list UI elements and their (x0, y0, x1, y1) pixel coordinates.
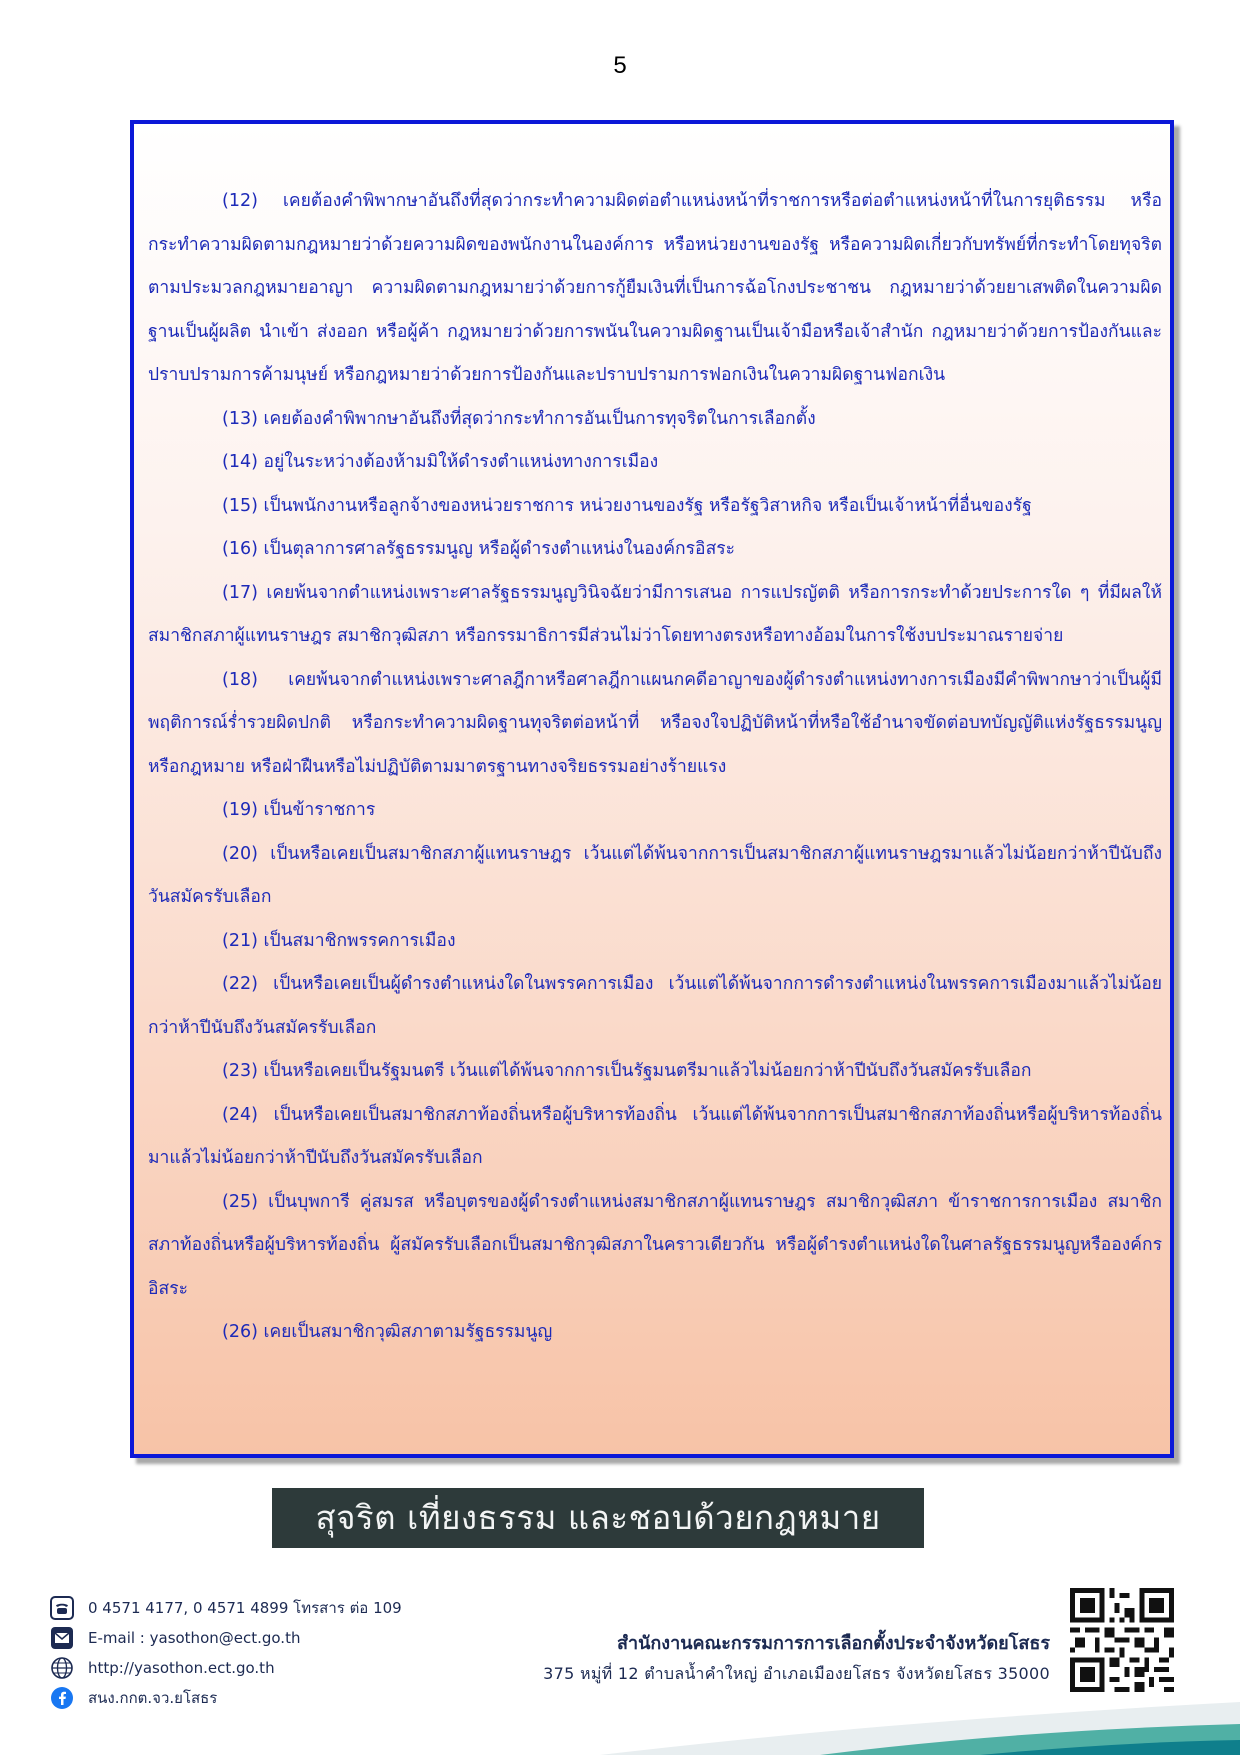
phone-contact (50, 1596, 402, 1620)
body-text (148, 180, 1162, 1355)
email-text[interactable]: E-mail : yasothon@ect.go.th (88, 1629, 301, 1647)
paragraph-item: (19) เป็นข้าราชการ (222, 800, 376, 820)
slogan-banner: สุจริต เที่ยงธรรม และชอบด้วยกฎหมาย (272, 1488, 924, 1548)
paragraph-item: (25) เป็นบุพการี คู่สมรส หรือบุตรของผู้ดำรงตำแหน่งสมาชิกสภาผู้แทนราษฎร สมาชิกวุฒิสภา ข้าราชการการเมือง สมาชิกสภาท้องถิ่นหรือผู้บริหารท้องถิ่น ผู้สมัครรับเลือกเป็นสมาชิกวุฒิสภาในคราวเดียวกัน หรือผู้ดำรงตำแหน่งใดในศาลรัฐธรรมนูญหรือองค์กรอิสระ (148, 1191, 1162, 1299)
qr-code (1070, 1588, 1174, 1692)
paragraph-item: (17) เคยพ้นจากตำแหน่งเพราะศาลรัฐธรรมนูญวินิจฉัยว่ามีการเสนอ การแปรญัตติ หรือการกระทำด้วยประการใด ๆ ที่มีผลให้สมาชิกสภาผู้แทนราษฎร สมาชิกวุฒิสภา หรือกรรมาธิการมีส่วนไม่ว่าโดยทางตรงหรือทางอ้อมในการใช้งบประมาณรายจ่าย (148, 582, 1162, 646)
paragraph-item: (20) เป็นหรือเคยเป็นสมาชิกสภาผู้แทนราษฎร เว้นแต่ได้พ้นจากการเป็นสมาชิกสภาผู้แทนราษฎรมาแล้วไม่น้อยกว่าห้าปีนับถึงวันสมัครรับเลือก (148, 843, 1162, 907)
website-text[interactable]: http://yasothon.ect.go.th (88, 1659, 275, 1677)
paragraph-item: (18) เคยพ้นจากตำแหน่งเพราะศาลฎีกาหรือศาลฎีกาแผนกคดีอาญาของผู้ดำรงตำแหน่งทางการเมืองมีคำพิพากษาว่าเป็นผู้มีพฤติการณ์ร่ำรวยผิดปกติ หรือกระทำความผิดฐานทุจริตต่อหน้าที่ หรือจงใจปฏิบัติหน้าที่หรือใช้อำนาจขัดต่อบทบัญญัติแห่งรัฐธรรมนูญหรือกฎหมาย หรือฝ่าฝืนหรือไม่ปฏิบัติตามมาตรฐานทางจริยธรรมอย่างร้ายแรง (148, 669, 1162, 777)
page-number: 5 (613, 52, 627, 79)
globe-icon (50, 1656, 74, 1680)
paragraph-item: (22) เป็นหรือเคยเป็นผู้ดำรงตำแหน่งใดในพรรคการเมือง เว้นแต่ได้พ้นจากการดำรงตำแหน่งในพรรคการเมืองมาแล้วไม่น้อยกว่าห้าปีนับถึงวันสมัครรับเลือก (148, 974, 1162, 1038)
paragraph-item: (16) เป็นตุลาการศาลรัฐธรรมนูญ หรือผู้ดำรงตำแหน่งในองค์กรอิสระ (222, 539, 736, 559)
facebook-text[interactable]: สนง.กกต.จว.ยโสธร (88, 1689, 218, 1707)
office-address: 375 หมู่ที่ 12 ตำบลน้ำคำใหญ่ อำเภอเมืองยโสธร จังหวัดยโสธร 35000 (543, 1664, 1050, 1683)
paragraph-item: (26) เคยเป็นสมาชิกวุฒิสภาตามรัฐธรรมนูญ (222, 1322, 553, 1342)
email-contact (50, 1626, 300, 1650)
email-icon (50, 1626, 74, 1650)
paragraph-item: (23) เป็นหรือเคยเป็นรัฐมนตรี เว้นแต่ได้พ้นจากการเป็นรัฐมนตรีมาแล้วไม่น้อยกว่าห้าปีนับถึงวันสมัครรับเลือก (222, 1061, 1032, 1081)
website-contact (50, 1656, 275, 1680)
paragraph-item: (24) เป็นหรือเคยเป็นสมาชิกสภาท้องถิ่นหรือผู้บริหารท้องถิ่น เว้นแต่ได้พ้นจากการเป็นสมาชิกสภาท้องถิ่นหรือผู้บริหารท้องถิ่นมาแล้วไม่น้อยกว่าห้าปีนับถึงวันสมัครรับเลือก (148, 1104, 1162, 1168)
phone-text: 0 4571 4177, 0 4571 4899 โทรสาร ต่อ 109 (88, 1599, 402, 1617)
paragraph-item: (21) เป็นสมาชิกพรรคการเมือง (222, 930, 456, 951)
paragraph-item: (14) อยู่ในระหว่างต้องห้ามมิให้ดำรงตำแหน่งทางการเมือง (222, 452, 659, 472)
paragraph-item: (13) เคยต้องคำพิพากษาอันถึงที่สุดว่ากระทำการอันเป็นการทุจริตในการเลือกตั้ง (222, 408, 816, 429)
paragraph-item: (15) เป็นพนักงานหรือลูกจ้างของหน่วยราชการ หน่วยงานของรัฐ หรือรัฐวิสาหกิจ หรือเป็นเจ้าหน้าที่อื่นของรัฐ (222, 495, 1032, 516)
footer-wave-decoration (0, 1690, 1240, 1755)
phone-icon (50, 1596, 74, 1620)
paragraph-item: (12) เคยต้องคำพิพากษาอันถึงที่สุดว่ากระทำความผิดต่อตำแหน่งหน้าที่ราชการหรือต่อตำแหน่งหน้าที่ในการยุติธรรม หรือกระทำความผิดตามกฎหมายว่าด้วยความผิดของพนักงานในองค์การ หรือหน่วยงานของรัฐ หรือความผิดเกี่ยวกับทรัพย์ที่กระทำโดยทุจริตตามประมวลกฎหมายอาญา ความผิดตามกฎหมายว่าด้วยการกู้ยืมเงินที่เป็นการฉ้อโกงประชาชน กฎหมายว่าด้วยยาเสพติดในความผิดฐานเป็นผู้ผลิต นำเข้า ส่งออก หรือผู้ค้า กฎหมายว่าด้วยการพนันในความผิดฐานเป็นเจ้ามือหรือเจ้าสำนัก กฎหมายว่าด้วยการป้องกันและปราบปรามการค้ามนุษย์ หรือกฎหมายว่าด้วยการป้องกันและปราบปรามการฟอกเงินในความผิดฐานฟอกเงิน (148, 191, 1162, 385)
office-name: สำนักงานคณะกรรมการการเลือกตั้งประจำจังหวัดยโสธร (617, 1633, 1050, 1654)
